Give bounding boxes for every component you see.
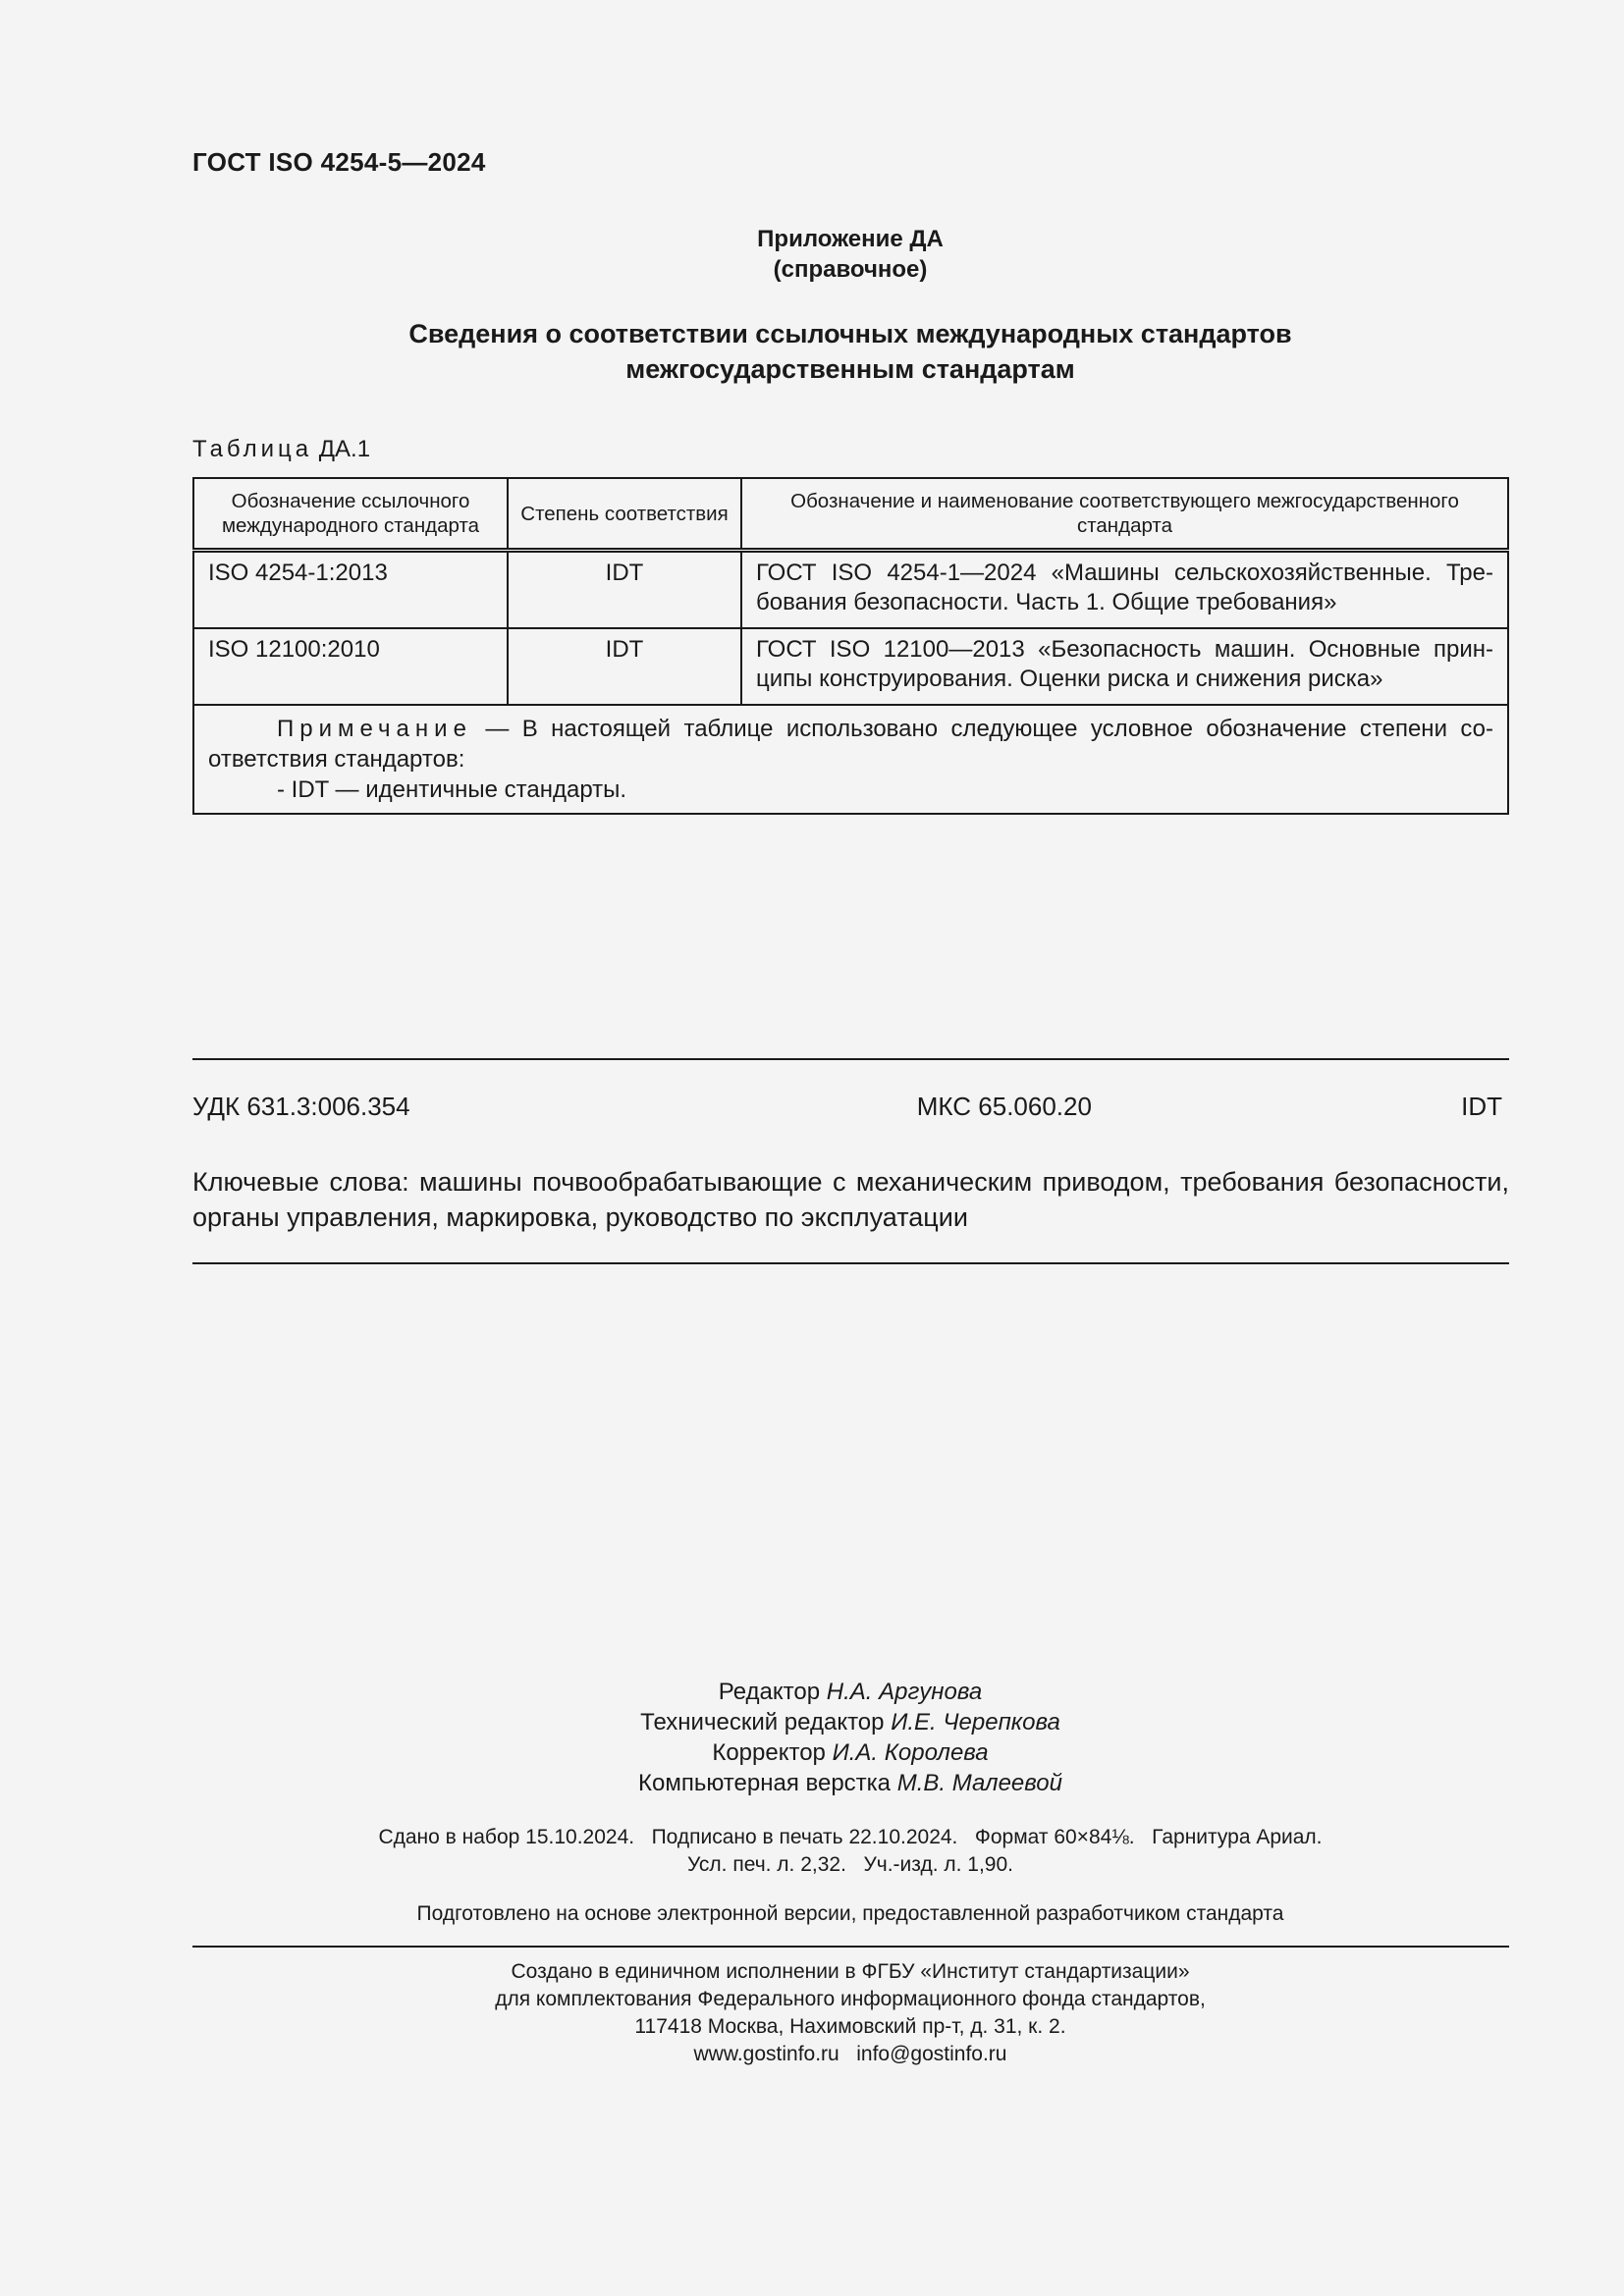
credit-role: Технический редактор <box>640 1709 885 1735</box>
cell-degree: IDT <box>508 551 741 629</box>
header-degree: Степень соответствия <box>508 478 741 551</box>
annex-name: Приложение ДА <box>757 226 944 252</box>
credit-person: Н.А. Аргунова <box>826 1679 983 1705</box>
header-gost-standard: Обозначение и наименование соответствующего межгосударственного стандарта <box>741 478 1508 551</box>
credit-role: Компьютерная верстка <box>638 1770 892 1796</box>
credit-layout <box>192 1768 1508 1798</box>
table-caption-word: Таблица <box>192 436 313 462</box>
cell-gost-standard: ГОСТ ISO 4254-1—2024 «Машины сельскохозяйственные. Требования безопасности. Часть 1. Общие требования» <box>741 551 1508 629</box>
document-header: ГОСТ ISO 4254-5—2024 <box>192 147 486 177</box>
credit-role: Редактор <box>718 1679 821 1705</box>
note-paragraph <box>208 714 1493 774</box>
divider-keywords <box>192 1262 1509 1264</box>
mks-code: МКС 65.060.20 <box>916 1092 1092 1121</box>
table-header-row <box>193 478 1508 551</box>
divider-bottom <box>192 1946 1509 1948</box>
correspondence-table <box>192 477 1509 815</box>
credits <box>192 1677 1508 1798</box>
credit-tech-editor <box>192 1707 1508 1737</box>
prepared-note: Подготовлено на основе электронной версии, предоставленной разработчиком стандарта <box>416 1902 1284 1925</box>
print-info-line-2: Усл. печ. л. 2,32. Уч.-изд. л. 1,90. <box>686 1853 1013 1876</box>
publisher-line-2: для комплектования Федерального информационного фонда стандартов, <box>495 1988 1206 2010</box>
note-item <box>208 774 1493 805</box>
section-title <box>192 316 1508 387</box>
table-caption-number: ДА.1 <box>318 436 371 462</box>
cell-gost-standard: ГОСТ ISO 12100—2013 «Безопасность машин. Основные принципы конструирования. Оценки риска и снижения риска» <box>741 628 1508 705</box>
section-title-line-2: межгосударственным стандартам <box>625 354 1075 384</box>
publisher-info <box>192 1958 1508 2068</box>
print-info <box>192 1824 1508 1879</box>
cell-degree: IDT <box>508 628 741 705</box>
email-link[interactable]: info@gostinfo.ru <box>856 2043 1007 2065</box>
print-info-line-1: Сдано в набор 15.10.2024. Подписано в печать 22.10.2024. Формат 60×84⅛. Гарнитура Ариал. <box>378 1826 1323 1848</box>
credit-editor <box>192 1677 1508 1707</box>
udk-code: УДК 631.3:006.354 <box>192 1092 410 1121</box>
publisher-address: 117418 Москва, Нахимовский пр-т, д. 31, к. 2. <box>634 2015 1066 2038</box>
cell-ref-standard: ISO 4254-1:2013 <box>193 551 508 629</box>
publisher-line-1: Создано в единичном исполнении в ФГБУ «Институт стандартизации» <box>511 1960 1190 1983</box>
note-label: Примечание <box>277 716 472 742</box>
degree-code: IDT <box>1461 1092 1502 1121</box>
credit-person: И.А. Королева <box>832 1739 989 1766</box>
annex-status: (справочное) <box>773 256 928 283</box>
note-text: — В настоящей таблице использовано следующее условное обозначение степени соответствия стандартов: <box>208 716 1493 773</box>
table-row <box>193 628 1508 705</box>
keywords: Ключевые слова: машины почвообрабатывающие с механическим приводом, требования безопасности, органы управления, маркировка, руководство по эксплуатации <box>192 1167 1509 1232</box>
header-ref-standard: Обозначение ссылочного международного стандарта <box>193 478 508 551</box>
credit-corrector <box>192 1737 1508 1768</box>
annex-title <box>192 224 1508 285</box>
cell-ref-standard: ISO 12100:2010 <box>193 628 508 705</box>
website-link[interactable]: www.gostinfo.ru <box>693 2043 839 2065</box>
divider-top <box>192 1058 1509 1060</box>
credit-person: М.В. Малеевой <box>896 1770 1062 1796</box>
table-row <box>193 551 1508 629</box>
publisher-contacts <box>192 2041 1508 2068</box>
table-caption <box>192 436 370 463</box>
credit-person: И.Е. Черепкова <box>891 1709 1060 1735</box>
classification-row <box>192 1092 1502 1122</box>
table-note-row <box>193 705 1508 814</box>
note-item-text: - IDT — идентичные стандарты. <box>277 776 627 803</box>
section-title-line-1: Сведения о соответствии ссылочных международных стандартов <box>408 319 1292 348</box>
table-note <box>193 705 1508 814</box>
credit-role: Корректор <box>712 1739 826 1766</box>
